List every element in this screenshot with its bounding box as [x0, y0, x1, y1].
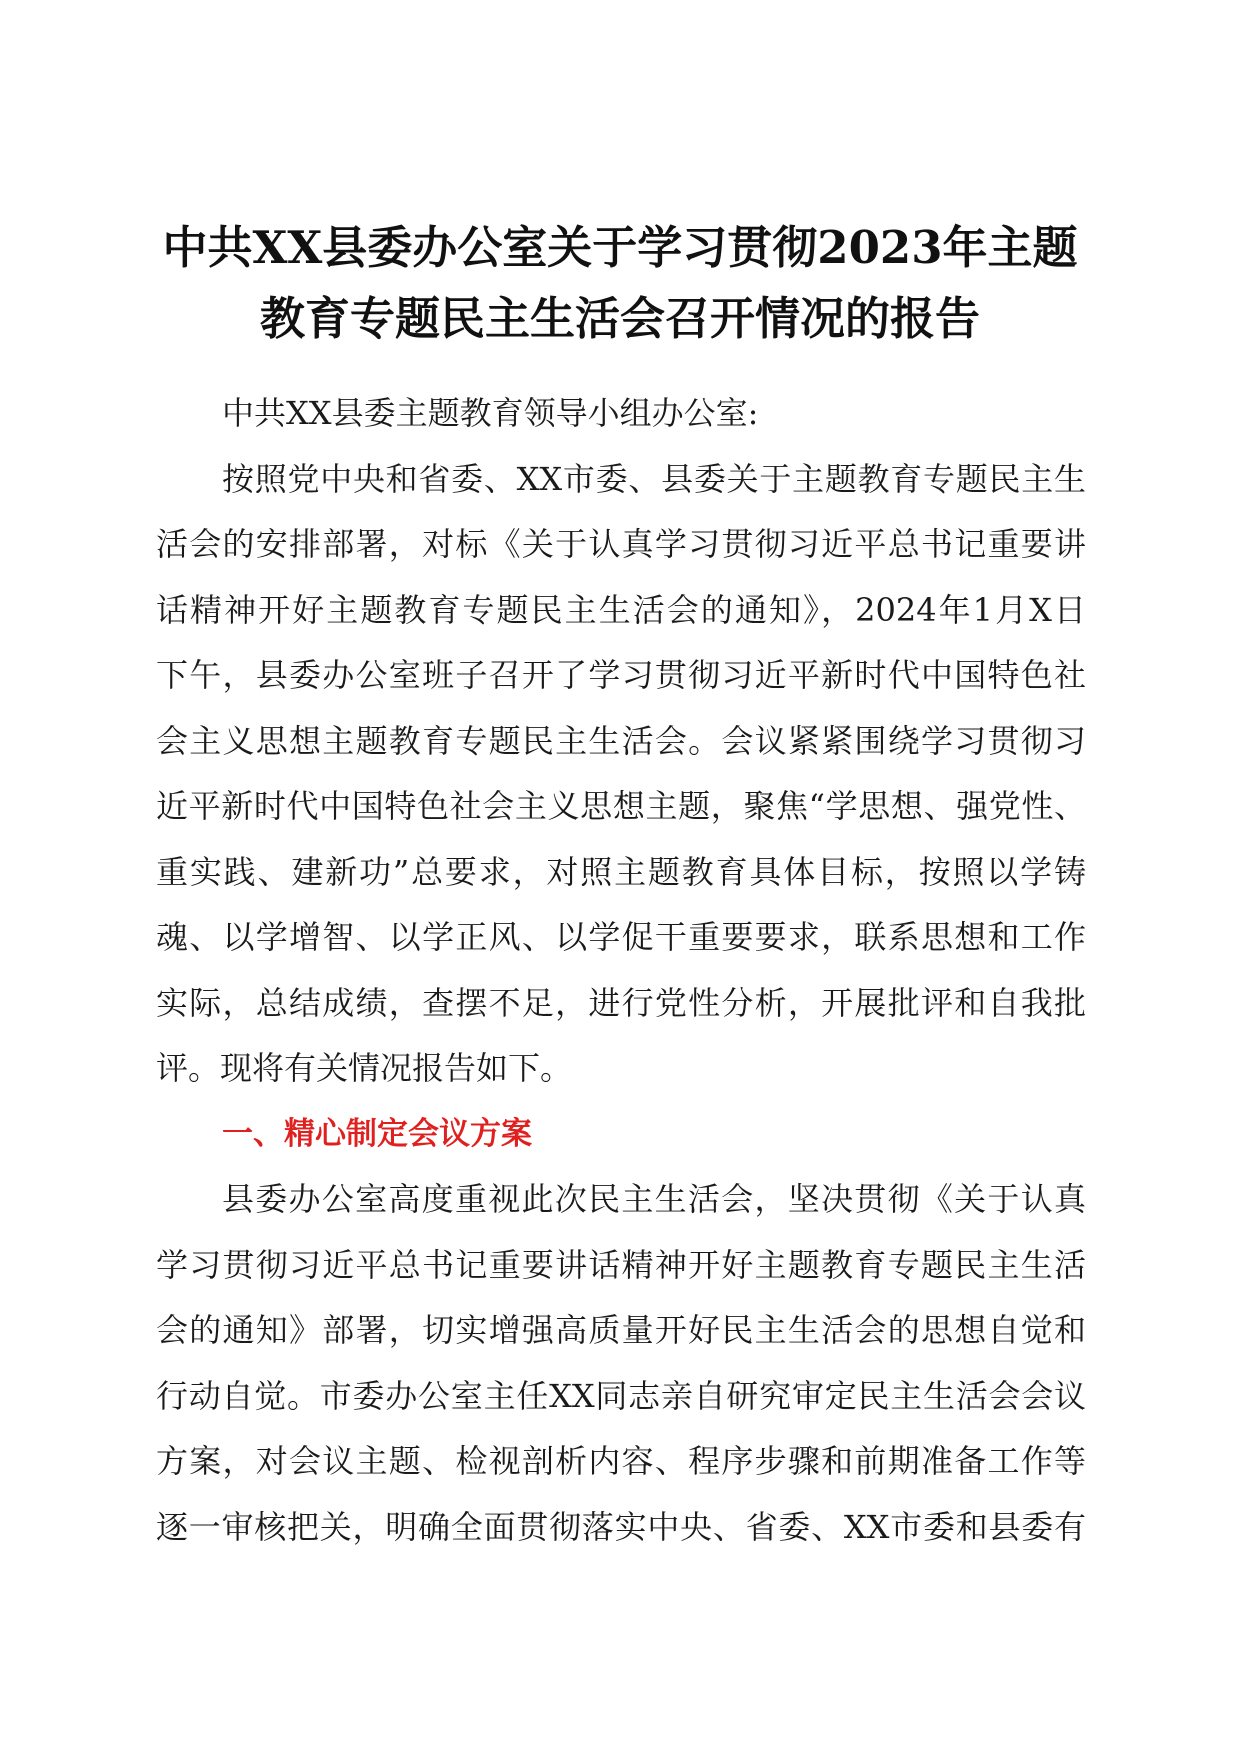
section1-line-6: 逐一审核把关，明确全面贯彻落实中央、省委、XX市委和县委有 [156, 1507, 1086, 1546]
section1-line-2: 学习贯彻习近平总书记重要讲话精神开好主题教育专题民主生活 [156, 1245, 1086, 1284]
intro-line-4: 下午，县委办公室班子召开了学习贯彻习近平新时代中国特色社 [156, 656, 1086, 694]
intro-line-7: 重实践、建新功”总要求，对照主题教育具体目标，按照以学铸 [156, 852, 1086, 891]
intro-line-1: 按照党中央和省委、XX市委、县委关于主题教育专题民主生 [222, 459, 1086, 498]
title-line-2: 教育专题民主生活会召开情况的报告 [259, 292, 980, 345]
intro-line-8: 魂、以学增智、以学正风、以学促干重要要求，联系思想和工作 [156, 918, 1086, 956]
intro-line-10: 评。现将有关情况报告如下。 [156, 1049, 573, 1087]
intro-line-6: 近平新时代中国特色社会主义思想主题，聚焦“学思想、强党性、 [156, 787, 1086, 825]
intro-paragraph [156, 447, 1086, 1102]
intro-line-5: 会主义思想主题教育专题民主生活会。会议紧紧围绕学习贯彻习 [156, 721, 1086, 760]
salutation: 中共XX县委主题教育领导小组办公室: [222, 394, 759, 432]
section1-line-3: 会的通知》部署，切实增强高质量开好民主生活会的思想自觉和 [156, 1311, 1086, 1349]
intro-line-2: 活会的安排部署，对标《关于认真学习贯彻习近平总书记重要讲 [156, 525, 1086, 563]
section1-line-5: 方案，对会议主题、检视剖析内容、程序步骤和前期准备工作等 [156, 1442, 1086, 1480]
intro-line-3: 话精神开好主题教育专题民主生活会的通知》，2024年1月X日 [156, 590, 1086, 629]
title-line-1: 中共XX县委办公室关于学习贯彻2023年主题 [162, 221, 1078, 274]
document-title [120, 212, 1120, 354]
section1-line-4: 行动自觉。市委办公室主任XX同志亲自研究审定民主生活会会议 [156, 1376, 1086, 1415]
document-body [156, 381, 1086, 1560]
section-heading-1: 一、精心制定会议方案 [222, 1115, 532, 1152]
intro-line-9: 实际，总结成绩，查摆不足，进行党性分析，开展批评和自我批 [156, 983, 1086, 1022]
section-1-paragraph [156, 1167, 1086, 1560]
section1-line-1: 县委办公室高度重视此次民主生活会，坚决贯彻《关于认真 [222, 1180, 1086, 1218]
